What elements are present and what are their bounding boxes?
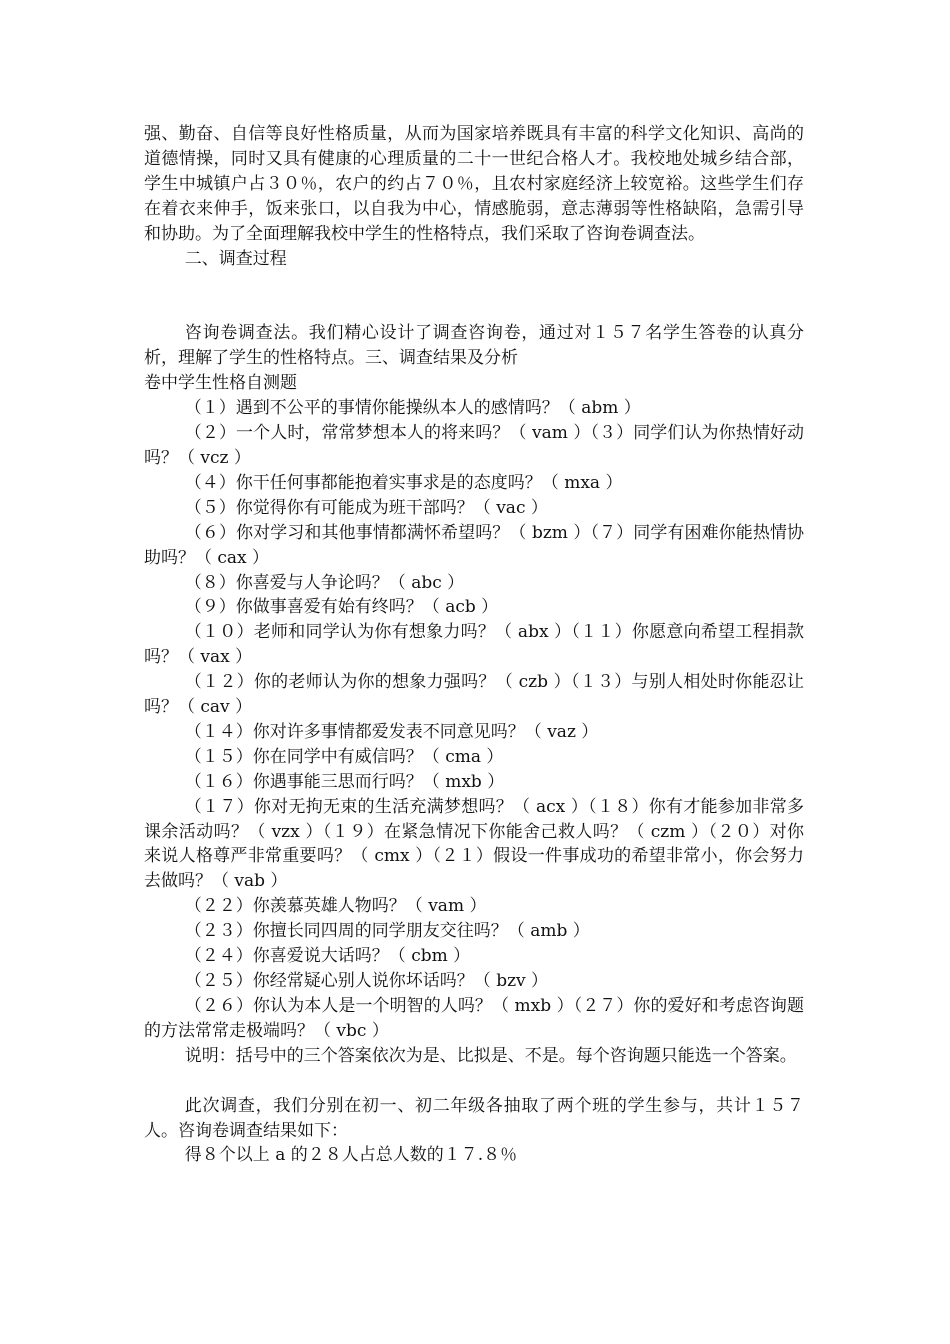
question-item: （１４）你对许多事情都爱发表不同意见吗？（ vaz ） (184, 721, 599, 742)
question-item: （１）遇到不公平的事情你能操纵本人的感情吗？（ abm ） (184, 398, 641, 419)
question-list (144, 396, 804, 1044)
question-item: （１７）你对无拘无束的生活充满梦想吗？（ acx ）（１８）你有才能参加非常多课余活动吗？（ vzx ）（１９）在紧急情况下你能舍己救人吗？（ czm ）（２０）对你来说人格尊严非常重要吗？（ cmx ）（２１）假设一件事成功的希望非常小，你会努力去做吗？（ vab ） (144, 796, 804, 892)
result-line: 得８个以上 a 的２８人占总人数的１７.８％ (184, 1145, 518, 1166)
blank-space (144, 271, 804, 321)
question-item: （５）你觉得你有可能成为班干部吗？（ vac ） (184, 497, 548, 518)
survey-paragraph: 此次调查，我们分别在初一、初二年级各抽取了两个班的学生参与，共计１５７人。咨询卷调查结果如下： (144, 1095, 804, 1141)
question-item: （１２）你的老师认为你的想象力强吗？（ czb ）（１３）与别人相处时你能忍让吗？（ cav ） (144, 672, 804, 718)
section-heading: 二、调查过程 (184, 248, 287, 269)
question-item: （８）你喜爱与人争论吗？（ abc ） (184, 572, 465, 593)
question-item: （２）一个人时，常常梦想本人的将来吗？（ vam ）（３）同学们认为你热情好动吗？（ vcz ） (144, 423, 804, 468)
question-item: （９）你做事喜爱有始有终吗？（ acb ） (184, 597, 499, 618)
intro-paragraph: 强、勤奋、自信等良好性格质量，从而为国家培养既具有丰富的科学文化知识、高尚的道德情操，同时又具有健康的心理质量的二十一世纪合格人才。我校地处城乡结合部，学生中城镇户占３０％，农户的约占７０％，且农村家庭经济上较宽裕。这些学生们存在着衣来伸手，饭来张口，以自我为中心，情感脆弱，意志薄弱等性格缺陷，急需引导和协助。为了全面理解我校中学生的性格特点，我们采取了咨询卷调查法。 (144, 124, 804, 244)
question-item: （１０）老师和同学认为你有想象力吗？（ abx ）（１１）你愿意向希望工程捐款吗？（ vax ） (144, 622, 804, 668)
blank-space (144, 1069, 804, 1094)
question-item: （１５）你在同学中有威信吗？（ cma ） (184, 746, 504, 767)
question-item: （２４）你喜爱说大话吗？（ cbm ） (184, 946, 471, 967)
question-item: （６）你对学习和其他事情都满怀希望吗？（ bzm ）（７）同学有困难你能热情协助吗？（ cax ） (144, 522, 804, 568)
question-item: （２２）你羡慕英雄人物吗？（ vam ） (184, 896, 487, 917)
method-paragraph: 咨询卷调查法。我们精心设计了调查咨询卷，通过对１５７名学生答卷的认真分析，理解了学生的性格特点。三、调查结果及分析 (144, 323, 804, 369)
question-item: （２３）你擅长同四周的同学朋友交往吗？（ amb ） (184, 921, 590, 942)
answer-note: 说明：括号中的三个答案依次为是、比拟是、不是。每个咨询题只能选一个答案。 (184, 1045, 797, 1066)
question-item: （２６）你认为本人是一个明智的人吗？（ mxb ）（２７）你的爱好和考虑咨询题的方法常常走极端吗？（ vbc ） (144, 995, 804, 1041)
question-item: （２５）你经常疑心别人说你坏话吗？（ bzv ） (184, 971, 549, 991)
questionnaire-title: 卷中学生性格自测题 (144, 373, 297, 394)
document-page (144, 122, 804, 1168)
question-item: （１６）你遇事能三思而行吗？（ mxb ） (184, 771, 505, 792)
question-item: （４）你干任何事都能抱着实事求是的态度吗？（ mxa ） (184, 472, 623, 493)
